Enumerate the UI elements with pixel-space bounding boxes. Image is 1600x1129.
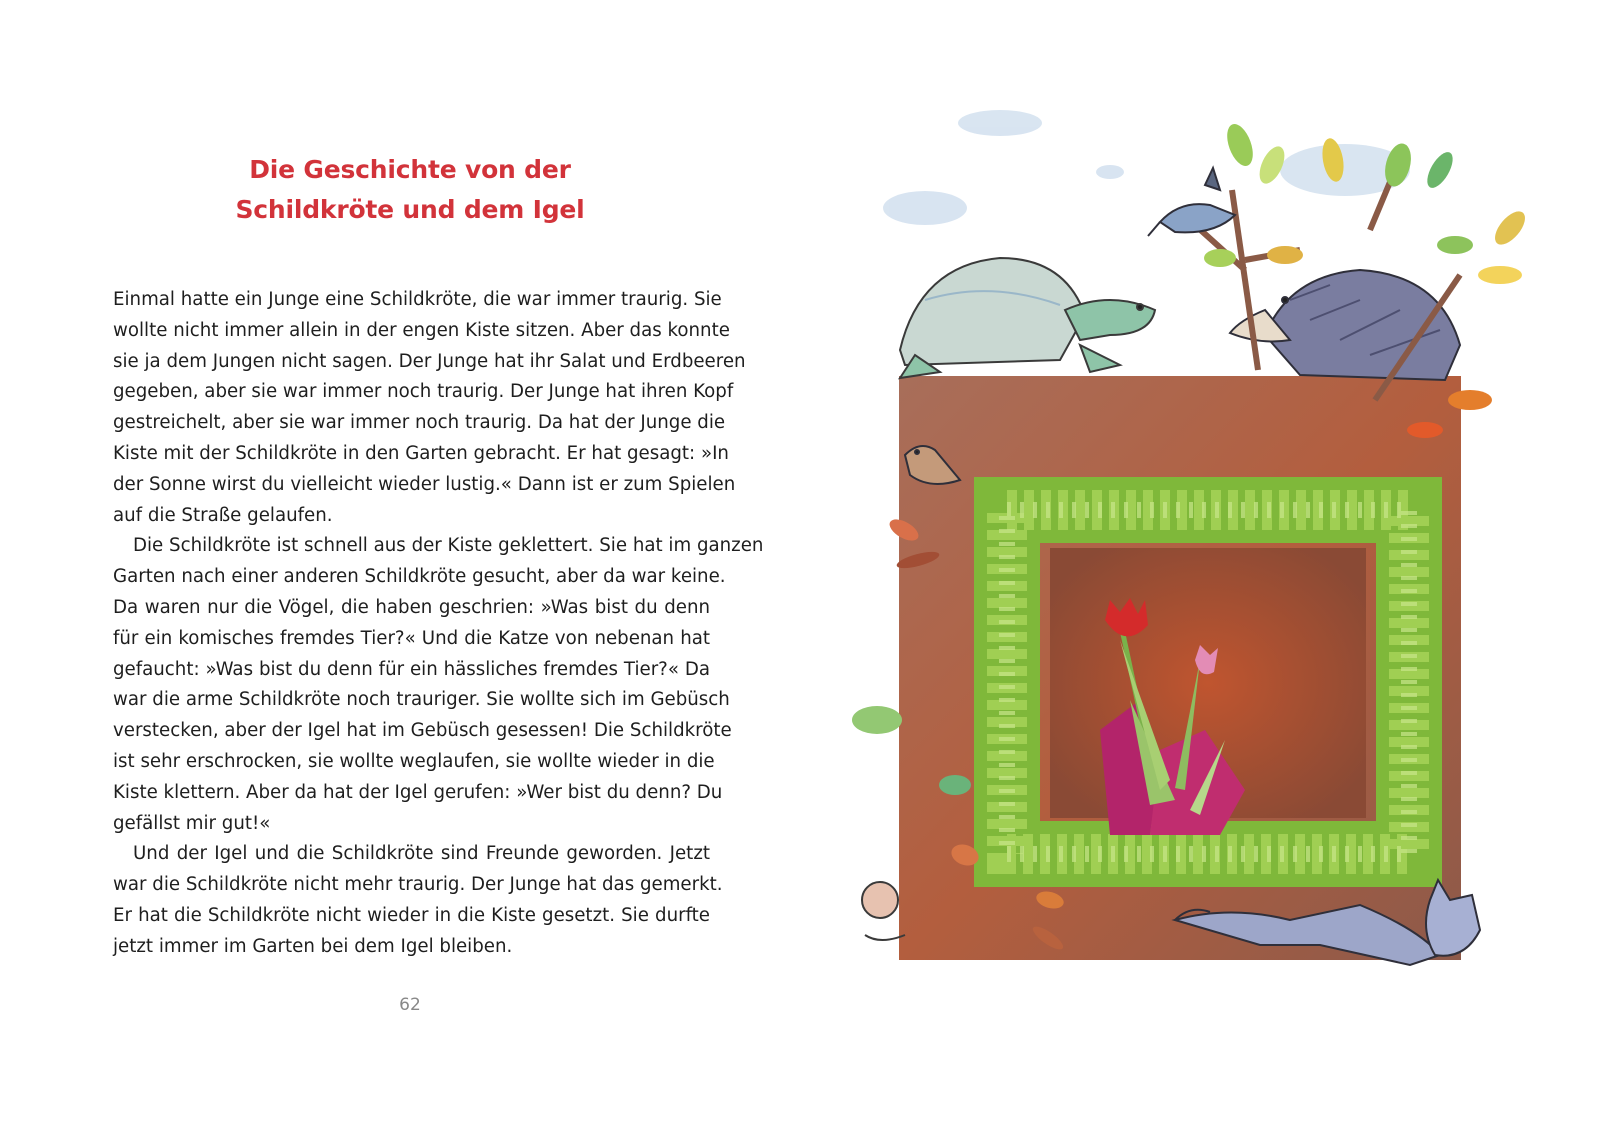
text-line: gefällst mir gut!« [113, 812, 271, 834]
paragraph [113, 285, 746, 531]
page-number: 62 [399, 995, 421, 1015]
text-line: Die Schildkröte ist schnell aus der Kiste geklettert. Sie hat im ganzen [133, 535, 764, 557]
hedgehog [1230, 270, 1460, 380]
inner-soil [1050, 548, 1366, 818]
bird-on-branch [1148, 168, 1235, 236]
story-text [113, 285, 764, 963]
text-line: Kiste klettern. Aber da hat der Igel gerufen: »Wer bist du denn? Du [113, 781, 723, 803]
paragraph [113, 839, 723, 962]
text-line: für ein komisches fremdes Tier?« Und die Katze von nebenan hat [113, 627, 710, 649]
clouds [883, 110, 1410, 225]
hedge-frame [1007, 510, 1409, 854]
earth-square [899, 376, 1461, 960]
text-line: jetzt immer im Garten bei dem Igel bleiben. [113, 935, 513, 957]
scattered-leaves [852, 515, 1066, 953]
text-line: Einmal hatte ein Junge eine Schildkröte, die war immer traurig. Sie [113, 289, 722, 310]
snail [862, 882, 905, 940]
small-bird [905, 446, 960, 484]
flower-bed [1100, 598, 1245, 835]
story-title [110, 150, 710, 230]
text-line: gefaucht: »Was bist du denn für ein hässliches fremdes Tier?« Da [113, 658, 710, 680]
text-line: sie ja dem Jungen nicht sagen. Der Junge hat ihr Salat und Erdbeeren [113, 350, 746, 372]
tortoise [900, 258, 1155, 378]
text-line: ist sehr erschrocken, sie wollte weglaufen, sie wollte wieder in die [113, 750, 715, 772]
tree [1195, 170, 1460, 400]
text-line: Da waren nur die Vögel, die haben geschrien: »Was bist du denn [113, 596, 710, 618]
text-line: gegeben, aber sie war immer noch traurig. Der Junge hat ihren Kopf [113, 381, 734, 403]
story-title-line-2: Schildkröte und dem Igel [235, 195, 585, 224]
text-line: Garten nach einer anderen Schildkröte gesucht, aber da war keine. [113, 566, 726, 588]
leaves [1204, 121, 1531, 438]
text-line: war die arme Schildkröte noch trauriger. Sie wollte sich im Gebüsch [113, 689, 730, 711]
text-line: Kiste mit der Schildkröte in den Garten gebracht. Er hat gesagt: »In [113, 442, 729, 464]
text-line: Er hat die Schildkröte nicht wieder in die Kiste gesetzt. Sie durfte [113, 904, 710, 926]
text-line: wollte nicht immer allein in der engen Kiste sitzen. Aber das konnte [113, 319, 730, 341]
story-title-line-1: Die Geschichte von der [249, 155, 571, 184]
text-line: der Sonne wirst du vielleicht wieder lustig.« Dann ist er zum Spielen [113, 473, 736, 495]
text-line: verstecken, aber der Igel hat im Gebüsch gesessen! Die Schildkröte [113, 720, 732, 742]
text-line: war die Schildkröte nicht mehr traurig. Der Junge hat das gemerkt. [113, 874, 723, 896]
text-line: gestreichelt, aber sie war immer noch traurig. Da hat der Junge die [113, 412, 726, 434]
text-line: auf die Straße gelaufen. [113, 504, 333, 526]
paragraph [113, 531, 764, 839]
text-line: Und der Igel und die Schildkröte sind Freunde geworden. Jetzt [133, 843, 710, 865]
cat [1175, 880, 1480, 965]
